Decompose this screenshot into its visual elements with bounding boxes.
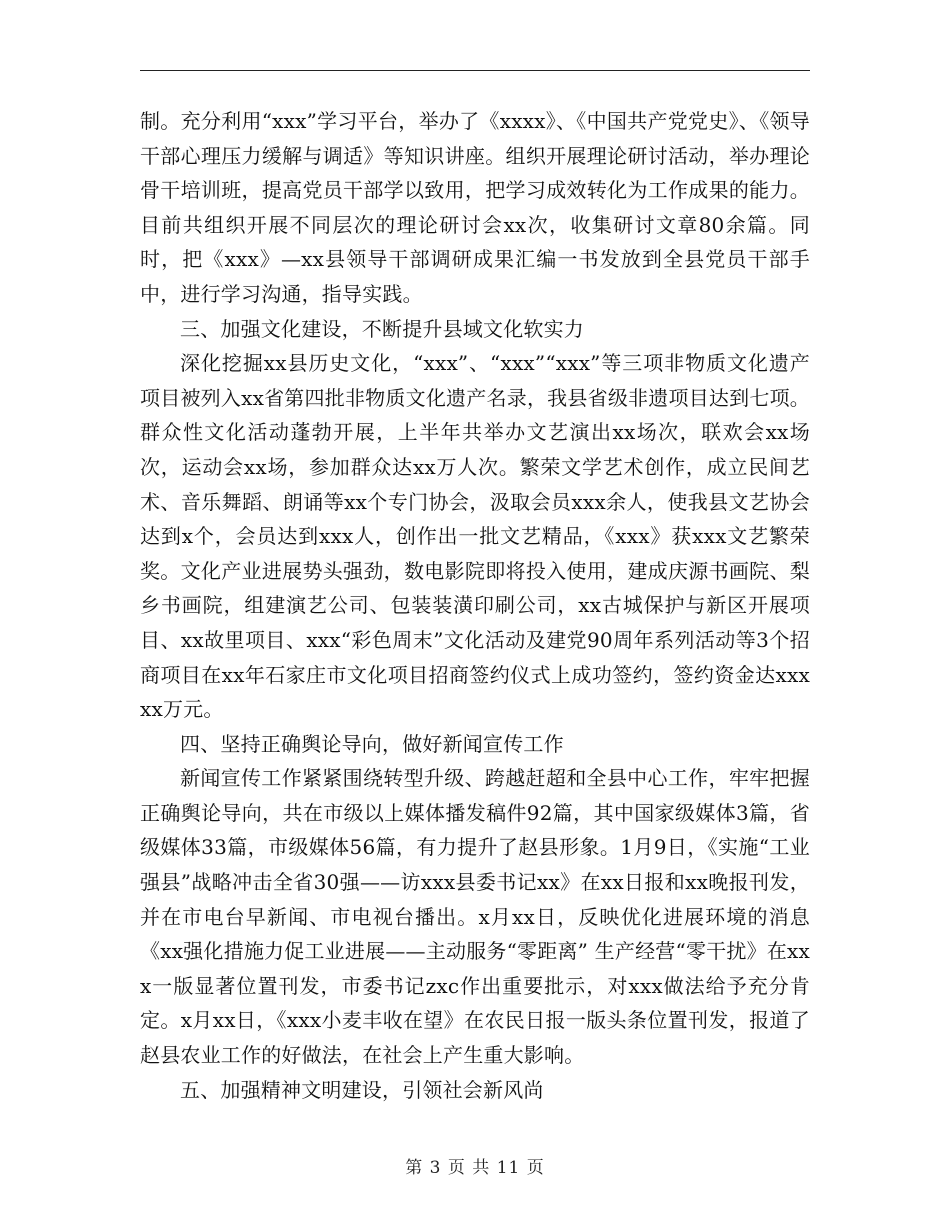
paragraph-news: 新闻宣传工作紧紧围绕转型升级、跨越赶超和全县中心工作，牢牢把握正确舆论导向，共在市级以上媒体播发稿件92篇，其中国家级媒体3篇，省级媒体33篇，市级媒体56篇，有力提升了赵县形象。1月9日，《实施“工业强县”战略冲击全省30强——访xxx县委书记xx》在xx日报和xx晚报刊发，并在市电台早新闻、市电视台播出。x月xx日，反映优化进展环境的消息《xx强化措施力促工业进展——主动服务“零距离” 生产经营“零干扰》在xxx一版显著位置刊发，市委书记zxc作出重要批示，对xxx做法给予充分肯定。x月xx日，《xxx小麦丰收在望》在农民日报一版头条位置刊发，报道了赵县农业工作的好做法，在社会上产生重大影响。: [140, 766, 810, 1068]
section-heading-4: 四、坚持正确舆论导向，做好新闻宣传工作: [180, 731, 564, 756]
section-heading-3: 三、加强文化建设，不断提升县域文化软实力: [180, 316, 584, 341]
section-heading-5: 五、加强精神文明建设，引领社会新风尚: [180, 1077, 544, 1102]
paragraph-culture: 深化挖掘xx县历史文化，“xxx”、“xxx”“xxx”等三项非物质文化遗产项目被列入xx省第四批非物质文化遗产名录，我县省级非遗项目达到七项。群众性文化活动蓬勃开展，上半年共举办文艺演出xx场次，联欢会xx场次，运动会xx场，参加群众达xx万人次。繁荣文学艺术创作，成立民间艺术、音乐舞蹈、朗诵等xx个专门协会，汲取会员xxx余人，使我县文艺协会达到x个，会员达到xxx人，创作出一批文艺精品，《xxx》获xxx文艺繁荣奖。文化产业进展势头强劲，数电影院即将投入使用，建成庆源书画院、梨乡书画院，组建演艺公司、包装装潢印刷公司，xx古城保护与新区开展项目、xx故里项目、xxx“彩色周末”文化活动及建党90周年系列活动等3个招商项目在xx年石家庄市文化项目招商签约仪式上成功签约，签约资金达xxxxx万元。: [140, 351, 810, 722]
page-number: 第 3 页 共 11 页: [405, 1158, 545, 1178]
paragraph-continuation: 制。充分利用“xxx”学习平台，举办了《xxxx》、《中国共产党党史》、《领导干部心理压力缓解与调适》等知识讲座。组织开展理论研讨活动，举办理论骨干培训班，提高党员干部学以致用，把学习成效转化为工作成果的能力。目前共组织开展不同层次的理论研讨会xx次，收集研讨文章80余篇。同时，把《xxx》—xx县领导干部调研成果汇编一书发放到全县党员干部手中，进行学习沟通，指导实践。: [140, 109, 810, 306]
document-body: [140, 104, 810, 1107]
header-rule: [140, 70, 810, 71]
